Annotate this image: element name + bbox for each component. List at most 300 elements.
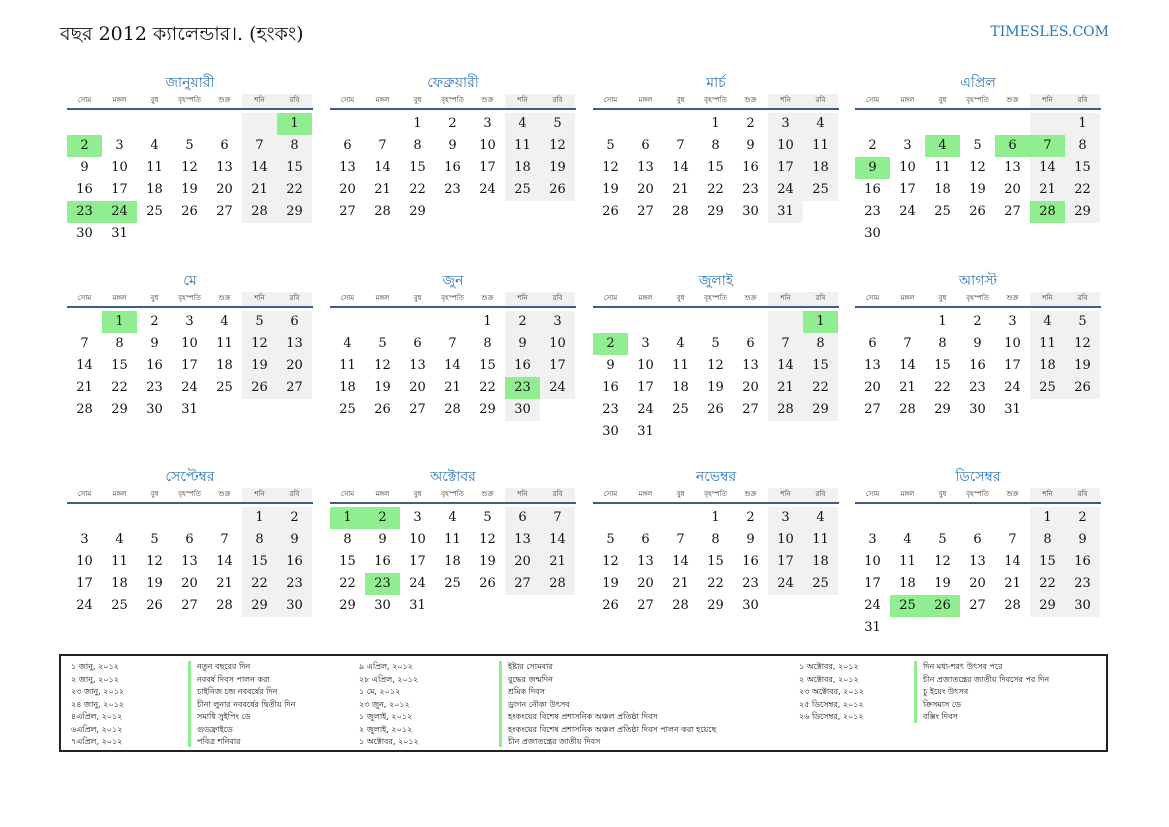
day: 15	[1030, 551, 1065, 573]
weekday-label: শনি	[1030, 292, 1065, 306]
month-name: জুন	[442, 273, 464, 289]
weekday-label: বৃহস্পতি	[704, 490, 727, 498]
weekday-label: মঙ্গল	[375, 490, 390, 498]
holiday-day: 1	[277, 113, 312, 135]
weekday-label: শুক্র	[1006, 294, 1019, 302]
day: 8	[242, 529, 277, 551]
day: 7	[676, 532, 685, 547]
empty-cell	[102, 113, 137, 135]
weekday-label: বুধ	[676, 96, 685, 104]
day: 5	[973, 138, 982, 153]
day: 24	[768, 573, 803, 595]
weekday-label: রবি	[1065, 94, 1100, 108]
day: 19	[969, 182, 986, 197]
day: 26	[1065, 377, 1100, 399]
month-block	[67, 270, 313, 421]
empty-cell	[768, 311, 803, 333]
day-grid	[67, 504, 313, 617]
day: 26	[242, 377, 277, 399]
weekday-label: মঙ্গল	[112, 490, 127, 498]
day: 27	[505, 573, 540, 595]
month-name: জানুয়ারী	[165, 75, 215, 91]
day: 22	[934, 380, 951, 395]
day: 14	[540, 529, 575, 551]
weekday-label: শুক্র	[1006, 490, 1019, 498]
weekday-label: বৃহস্পতি	[178, 490, 201, 498]
day: 18	[339, 380, 356, 395]
month-name: আগস্ট	[958, 273, 998, 289]
empty-cell	[400, 311, 435, 333]
day: 29	[339, 598, 356, 613]
day: 22	[803, 377, 838, 399]
day: 16	[742, 554, 759, 569]
weekday-header	[67, 94, 313, 110]
day: 26	[602, 204, 619, 219]
legend-entry: ইষ্টার সোমবার	[508, 662, 553, 671]
day: 12	[969, 160, 986, 175]
weekday-label: সোম	[77, 294, 92, 302]
day: 2	[973, 314, 982, 329]
day: 29	[707, 204, 724, 219]
day: 30	[742, 598, 759, 613]
day: 5	[150, 532, 159, 547]
day: 10	[1004, 336, 1021, 351]
day: 14	[1030, 157, 1065, 179]
day: 2	[1065, 507, 1100, 529]
empty-cell	[925, 113, 960, 135]
legend-entry: নববর্ষ দিবস পালন করা	[197, 674, 270, 684]
day: 26	[146, 598, 163, 613]
day: 1	[483, 314, 492, 329]
day: 4	[115, 532, 124, 547]
day: 11	[505, 135, 540, 157]
day: 10	[768, 529, 803, 551]
day: 6	[746, 336, 755, 351]
day: 5	[711, 336, 720, 351]
day: 18	[444, 554, 461, 569]
day: 20	[277, 355, 312, 377]
month-name: মার্চ	[706, 75, 726, 91]
day: 24	[899, 204, 916, 219]
day: 4	[343, 336, 352, 351]
empty-cell	[960, 113, 995, 135]
day: 13	[864, 358, 881, 373]
day: 12	[540, 135, 575, 157]
day: 20	[1004, 182, 1021, 197]
day: 19	[242, 355, 277, 377]
legend-entry: শ্রমিক দিবস	[508, 687, 545, 696]
weekday-header	[855, 292, 1101, 308]
day: 22	[111, 380, 128, 395]
empty-cell	[593, 311, 628, 333]
weekday-label: রবি	[803, 292, 838, 306]
legend-names-col-1	[197, 661, 295, 749]
empty-cell	[890, 113, 925, 135]
day: 4	[220, 314, 229, 329]
day: 7	[448, 336, 457, 351]
weekday-label: শুক্র	[218, 294, 231, 302]
day: 12	[181, 160, 198, 175]
weekday-label: শুক্র	[744, 294, 757, 302]
day: 29	[1065, 201, 1100, 223]
day: 6	[343, 138, 352, 153]
day: 3	[185, 314, 194, 329]
day-grid	[855, 308, 1101, 421]
day: 12	[707, 358, 724, 373]
day: 2	[505, 311, 540, 333]
weekday-label: শুক্র	[218, 96, 231, 104]
weekday-header	[593, 488, 839, 504]
weekday-header	[855, 94, 1101, 110]
day: 5	[938, 532, 947, 547]
day: 10	[540, 333, 575, 355]
day: 3	[540, 311, 575, 333]
day: 25	[339, 402, 356, 417]
day: 28	[216, 598, 233, 613]
empty-cell	[67, 311, 102, 333]
day: 18	[146, 182, 163, 197]
weekday-label: বুধ	[413, 96, 422, 104]
holiday-day: 28	[1030, 201, 1065, 223]
day: 16	[146, 358, 163, 373]
day: 11	[803, 529, 838, 551]
empty-cell	[102, 507, 137, 529]
day: 30	[1065, 595, 1100, 617]
day: 19	[934, 576, 951, 591]
weekday-label: শনি	[768, 292, 803, 306]
day: 16	[374, 554, 391, 569]
day: 6	[185, 532, 194, 547]
weekday-label: বৃহস্পতি	[441, 96, 464, 104]
day: 10	[111, 160, 128, 175]
day: 26	[602, 598, 619, 613]
day: 28	[1004, 598, 1021, 613]
day: 30	[864, 226, 881, 241]
weekday-label: সোম	[865, 96, 880, 104]
month-block	[855, 466, 1101, 639]
legend-dates-col-1	[71, 661, 124, 749]
day: 3	[483, 116, 492, 131]
weekday-label: সোম	[340, 294, 355, 302]
legend-entry: হংকংয়ের বিশেষ প্রশাসনিক অঞ্চল প্রতিষ্ঠা দিবস পালন করা হয়েছে	[508, 724, 717, 734]
empty-cell	[137, 113, 172, 135]
day: 11	[216, 336, 233, 351]
weekday-label: রবি	[1065, 292, 1100, 306]
day-grid	[67, 110, 313, 245]
day: 25	[803, 179, 838, 201]
weekday-label: বৃহস্পতি	[441, 294, 464, 302]
day: 8	[343, 532, 352, 547]
day: 9	[746, 138, 755, 153]
day: 24	[864, 598, 881, 613]
day: 30	[76, 226, 93, 241]
weekday-label: মঙ্গল	[638, 490, 653, 498]
month-block	[855, 270, 1101, 421]
legend-entry: ৬এপ্রিল, ২০১২	[71, 724, 123, 734]
day: 25	[444, 576, 461, 591]
day: 16	[277, 551, 312, 573]
weekday-label: শনি	[768, 94, 803, 108]
legend-dates-col-3	[799, 661, 864, 724]
day: 31	[637, 424, 654, 439]
month-name: ফেব্রুয়ারী	[427, 75, 479, 91]
day: 8	[483, 336, 492, 351]
weekday-label: শনি	[505, 488, 540, 502]
empty-cell	[593, 507, 628, 529]
day: 25	[672, 402, 689, 417]
day: 20	[505, 551, 540, 573]
month-block	[855, 72, 1101, 245]
day: 20	[181, 576, 198, 591]
day: 15	[707, 554, 724, 569]
day: 26	[540, 179, 575, 201]
day: 14	[899, 358, 916, 373]
weekday-label: রবি	[277, 94, 312, 108]
day: 4	[903, 532, 912, 547]
holiday-day: 26	[925, 595, 960, 617]
empty-cell	[67, 507, 102, 529]
day: 24	[181, 380, 198, 395]
legend-entry: ২৩ জুন, ২০১২	[359, 699, 410, 709]
empty-cell	[242, 113, 277, 135]
weekday-label: সোম	[603, 96, 618, 104]
page-title: বছর 2012 ক্যালেন্ডার।. (হংকং)	[60, 23, 304, 45]
day: 19	[602, 182, 619, 197]
day: 22	[277, 179, 312, 201]
day: 20	[637, 182, 654, 197]
empty-cell	[172, 113, 207, 135]
day: 30	[505, 399, 540, 421]
day: 13	[277, 333, 312, 355]
holiday-legend	[59, 654, 1108, 752]
day: 9	[277, 529, 312, 551]
weekday-label: সোম	[603, 294, 618, 302]
day: 12	[1065, 333, 1100, 355]
weekday-label: রবি	[803, 94, 838, 108]
weekday-header	[855, 488, 1101, 504]
day: 3	[768, 113, 803, 135]
day: 4	[1030, 311, 1065, 333]
empty-cell	[890, 311, 925, 333]
legend-entry: নতুন বছরের দিন	[197, 662, 251, 671]
day: 19	[540, 157, 575, 179]
holiday-day: 7	[1030, 135, 1065, 157]
day: 17	[409, 554, 426, 569]
day: 5	[185, 138, 194, 153]
legend-entry: ৪এপ্রিল, ২০১২	[71, 712, 123, 721]
day: 6	[413, 336, 422, 351]
day: 1	[1030, 507, 1065, 529]
day: 22	[242, 573, 277, 595]
day: 18	[505, 157, 540, 179]
weekday-header	[593, 94, 839, 110]
day: 5	[242, 311, 277, 333]
weekday-label: শনি	[768, 488, 803, 502]
day: 12	[479, 532, 496, 547]
day: 3	[80, 532, 89, 547]
day: 4	[803, 507, 838, 529]
month-block	[593, 466, 839, 617]
day: 27	[216, 204, 233, 219]
legend-entry: ২ জানু, ২০১২	[71, 674, 119, 684]
holiday-day: 25	[890, 595, 925, 617]
empty-cell	[67, 113, 102, 135]
day: 6	[641, 532, 650, 547]
day: 19	[707, 380, 724, 395]
empty-cell	[207, 507, 242, 529]
holiday-day: 1	[330, 507, 365, 529]
weekday-label: বুধ	[938, 490, 947, 498]
day: 19	[1065, 355, 1100, 377]
month-block	[67, 466, 313, 617]
empty-cell	[628, 507, 663, 529]
day: 7	[903, 336, 912, 351]
legend-entry: ড্রাগন নৌকা উৎসব	[508, 699, 570, 709]
empty-cell	[330, 311, 365, 333]
day: 28	[540, 573, 575, 595]
day: 29	[934, 402, 951, 417]
day: 2	[868, 138, 877, 153]
day: 18	[934, 182, 951, 197]
day: 6	[220, 138, 229, 153]
day: 27	[742, 402, 759, 417]
day: 21	[242, 179, 277, 201]
day: 29	[242, 595, 277, 617]
day: 30	[277, 595, 312, 617]
weekday-label: শুক্র	[481, 294, 494, 302]
day-grid	[593, 110, 839, 223]
empty-cell	[855, 113, 890, 135]
day: 17	[1004, 358, 1021, 373]
month-block	[330, 466, 576, 617]
legend-entry: ২ জুলাই, ২০১২	[359, 724, 413, 734]
day: 28	[76, 402, 93, 417]
weekday-label: বৃহস্পতি	[966, 490, 989, 498]
weekday-header	[330, 488, 576, 504]
day: 14	[374, 160, 391, 175]
day: 13	[637, 554, 654, 569]
weekday-label: বৃহস্পতি	[178, 96, 201, 104]
day: 29	[803, 399, 838, 421]
legend-entry: ১ জুলাই, ২০১২	[359, 712, 413, 721]
weekday-header	[67, 488, 313, 504]
day: 27	[864, 402, 881, 417]
day: 20	[637, 576, 654, 591]
weekday-label: মঙ্গল	[638, 96, 653, 104]
empty-cell	[365, 113, 400, 135]
day: 10	[768, 135, 803, 157]
day: 24	[479, 182, 496, 197]
empty-cell	[593, 113, 628, 135]
day: 17	[76, 576, 93, 591]
day: 18	[216, 358, 233, 373]
day: 5	[540, 113, 575, 135]
day: 5	[606, 532, 615, 547]
day: 14	[1004, 554, 1021, 569]
day: 15	[111, 358, 128, 373]
day: 6	[277, 311, 312, 333]
day: 7	[768, 333, 803, 355]
day: 15	[934, 358, 951, 373]
legend-divider	[914, 661, 917, 723]
day: 8	[711, 532, 720, 547]
day: 27	[277, 377, 312, 399]
site-link[interactable]: TIMESLES.COM	[990, 24, 1109, 40]
day: 11	[899, 554, 916, 569]
day: 28	[374, 204, 391, 219]
month-block	[330, 270, 576, 421]
day: 11	[934, 160, 951, 175]
weekday-label: বৃহস্পতি	[704, 294, 727, 302]
empty-cell	[365, 311, 400, 333]
empty-cell	[663, 507, 698, 529]
weekday-label: মঙ্গল	[638, 294, 653, 302]
day: 6	[868, 336, 877, 351]
day: 15	[277, 157, 312, 179]
day: 27	[969, 598, 986, 613]
day-grid	[855, 504, 1101, 639]
weekday-label: মঙ্গল	[900, 294, 915, 302]
day: 14	[444, 358, 461, 373]
legend-names-col-2	[508, 661, 716, 749]
day: 21	[672, 182, 689, 197]
day: 13	[409, 358, 426, 373]
empty-cell	[855, 311, 890, 333]
day: 12	[934, 554, 951, 569]
legend-names-col-3	[923, 661, 1049, 724]
day: 29	[111, 402, 128, 417]
day: 13	[969, 554, 986, 569]
day: 26	[181, 204, 198, 219]
empty-cell	[960, 507, 995, 529]
day: 10	[181, 336, 198, 351]
legend-entry: ১ মে, ২০১২	[359, 687, 401, 696]
day: 22	[707, 182, 724, 197]
month-block	[330, 72, 576, 223]
day: 23	[277, 573, 312, 595]
legend-entry: ৯ এপ্রিল, ২০১২	[359, 662, 413, 671]
day: 7	[1008, 532, 1017, 547]
day: 17	[181, 358, 198, 373]
day: 14	[672, 160, 689, 175]
legend-entry: চীনা লুনার নববর্ষের দ্বিতীয় দিন	[197, 699, 296, 709]
day: 26	[374, 402, 391, 417]
empty-cell	[207, 113, 242, 135]
day: 24	[637, 402, 654, 417]
day: 26	[479, 576, 496, 591]
legend-dates-col-2	[359, 661, 419, 749]
empty-cell	[890, 507, 925, 529]
weekday-label: সোম	[340, 490, 355, 498]
day: 24	[540, 377, 575, 399]
weekday-label: মঙ্গল	[375, 294, 390, 302]
month-block	[593, 270, 839, 443]
weekday-label: সোম	[77, 490, 92, 498]
day: 15	[339, 554, 356, 569]
day: 21	[672, 576, 689, 591]
weekday-label: শুক্র	[481, 490, 494, 498]
day: 1	[242, 507, 277, 529]
day: 29	[479, 402, 496, 417]
legend-entry: ২৬ ডিসেম্বর, ২০১২	[799, 712, 864, 721]
legend-entry: চীন প্রজাতন্ত্রের জাতীয় দিবসের পর দিন	[923, 674, 1050, 684]
day: 20	[339, 182, 356, 197]
day: 12	[602, 554, 619, 569]
legend-entry: ২৩ জানু, ২০১২	[71, 687, 125, 696]
weekday-label: মঙ্গল	[112, 96, 127, 104]
day: 11	[111, 554, 128, 569]
day: 27	[181, 598, 198, 613]
